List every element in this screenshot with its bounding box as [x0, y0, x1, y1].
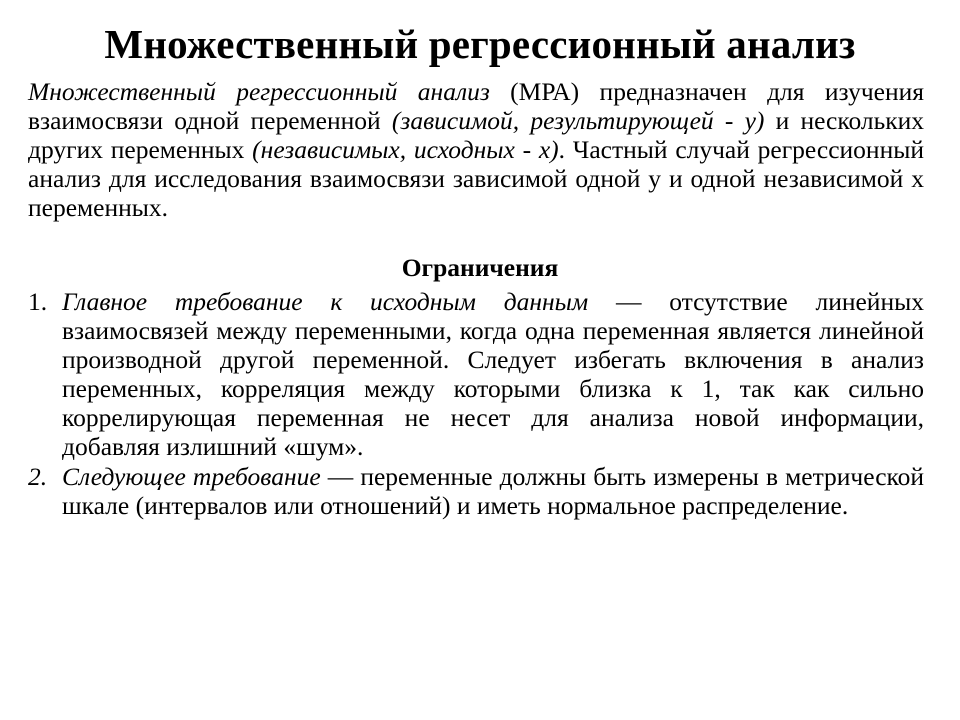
list-item-text: — переменные должны быть измерены в метрической шкале (интервалов или отношений) и иметь нормальное распределение.	[62, 462, 925, 520]
intro-independent-note: (независимых, исходных - х)	[252, 135, 559, 164]
slide-title: Множественный регрессионный анализ	[104, 21, 856, 67]
list-item-text: — отсутствие линейных взаимосвязей между переменными, когда одна переменная является линейной производной другой переменной. Следует избегать включения в анализ переменных, корреляция между которыми близка к 1, так как сильно коррелирующая переменная не несет для анализа новой информации, добавляя излишний «шум».	[62, 287, 924, 461]
list-item-content	[62, 462, 924, 520]
list-item	[28, 287, 924, 461]
intro-text-2: и нескольких других переменных	[28, 106, 925, 164]
list-item-content	[62, 287, 924, 461]
intro-text-3: . Частный случай регрессионный анализ для исследования взаимосвязи зависимой одной у и одной независимой х переменных.	[28, 135, 924, 222]
list-item-number: 2.	[28, 462, 48, 491]
list-item	[28, 462, 924, 520]
intro-dependent-note: (зависимой, результирующей - у)	[391, 106, 765, 135]
restrictions-heading: Ограничения	[401, 253, 559, 282]
intro-paragraph	[28, 77, 924, 222]
list-item-lead: Главное требование к исходным данным	[62, 287, 589, 316]
intro-text-1: (МРА) предназначен для изучения взаимосвязи одной переменной	[28, 77, 924, 135]
intro-term: Множественный регрессионный анализ	[28, 77, 490, 106]
list-item-lead: Следующее требование	[62, 462, 321, 491]
list-item-number: 1.	[28, 287, 48, 316]
